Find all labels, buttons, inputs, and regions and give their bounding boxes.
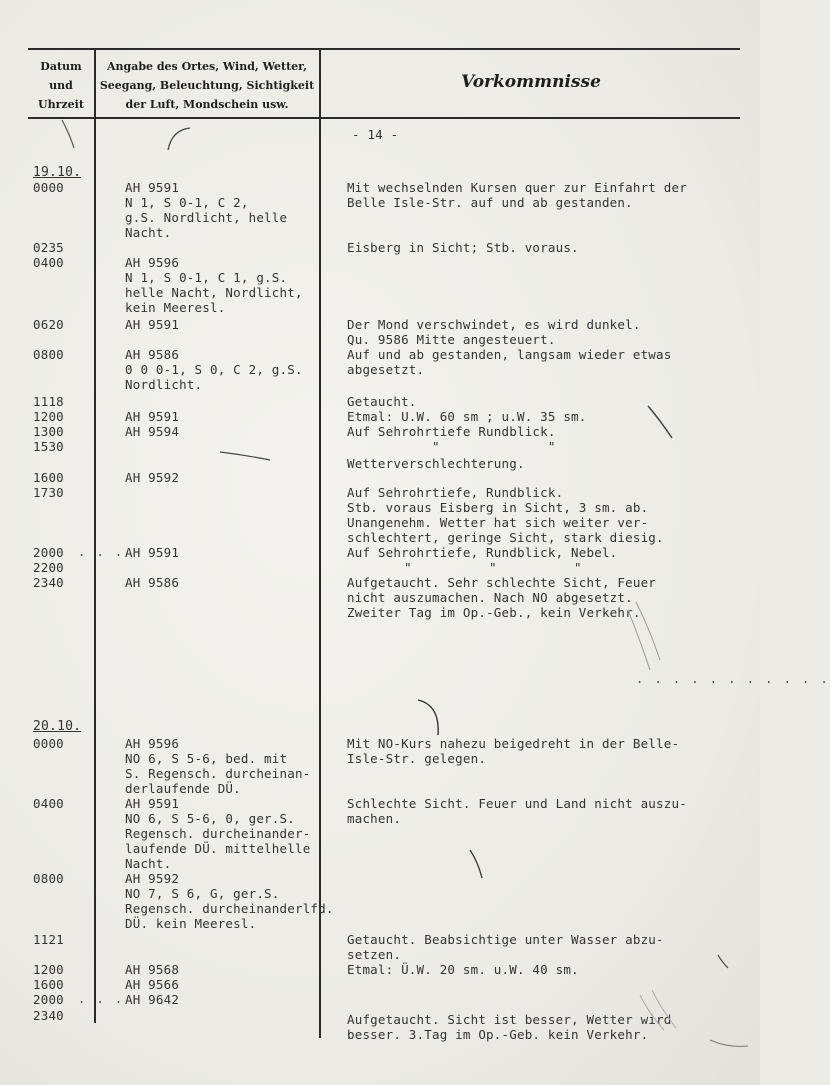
entry-time: 2340	[33, 575, 64, 590]
entry-event: Stb. voraus Eisberg in Sicht, 3 sm. ab.	[347, 500, 649, 515]
entry-time: 2200	[33, 560, 64, 575]
entry-position: 0 0 0-1, S 0, C 2, g.S.	[125, 362, 303, 377]
day-date: 19.10.	[33, 165, 82, 180]
entry-time: 0235	[33, 240, 64, 255]
entry-time: 0000	[33, 180, 64, 195]
entry-event: Eisberg in Sicht; Stb. voraus.	[347, 240, 579, 255]
entry-event: Auf Sehrohrtiefe, Rundblick.	[347, 485, 564, 500]
entry-position: g.S. Nordlicht, helle	[125, 210, 288, 225]
entry-position: NO 6, S 5-6, 0, ger.S.	[125, 811, 295, 826]
entry-position: AH 9642	[125, 992, 180, 1007]
entry-time: 0400	[33, 796, 64, 811]
entry-event: Auf Sehrohrtiefe Rundblick.	[347, 424, 556, 439]
entry-position: Nacht.	[125, 856, 172, 871]
entry-time: 1121	[33, 932, 64, 947]
leader-dots: . . .	[78, 545, 125, 559]
entry-position: AH 9591	[125, 545, 180, 560]
header-vorkommnisse: Vorkommnisse	[461, 72, 601, 92]
ditto-marks: " " "	[404, 560, 582, 575]
entry-time: 1118	[33, 394, 64, 409]
entry-event: Etmal: Ü.W. 20 sm. u.W. 40 sm.	[347, 962, 579, 977]
entry-position: DÜ. kein Meeresl.	[125, 916, 257, 931]
entry-event: Der Mond verschwindet, es wird dunkel.	[347, 317, 641, 332]
entry-event: Aufgetaucht. Sehr schlechte Sicht, Feuer	[347, 575, 657, 590]
entry-time: 0000	[33, 736, 64, 751]
entry-time: 1530	[33, 439, 64, 454]
entry-position: AH 9566	[125, 977, 180, 992]
entry-position: AH 9591	[125, 180, 180, 195]
entry-position: NO 6, S 5-6, bed. mit	[125, 751, 288, 766]
entry-time: 1200	[33, 409, 64, 424]
entry-time: 1300	[33, 424, 64, 439]
entry-time: 1600	[33, 977, 64, 992]
entry-position: N 1, S 0-1, C 1, g.S.	[125, 270, 288, 285]
entry-event: Auf und ab gestanden, langsam wieder etwas	[347, 347, 672, 362]
entry-position: AH 9592	[125, 871, 180, 886]
entry-event: Schlechte Sicht. Feuer und Land nicht auszu-	[347, 796, 687, 811]
entry-position: AH 9596	[125, 736, 180, 751]
entry-time: 2340	[33, 1008, 64, 1023]
entry-position: AH 9591	[125, 409, 180, 424]
entry-position: Nordlicht.	[125, 377, 203, 392]
entry-event: Auf Sehrohrtiefe, Rundblick, Nebel.	[347, 545, 618, 560]
entry-event: Wetterverschlechterung.	[347, 456, 525, 471]
entry-position: AH 9591	[125, 317, 180, 332]
entry-position: NO 7, S 6, G, ger.S.	[125, 886, 280, 901]
entry-time: 1730	[33, 485, 64, 500]
entry-time: 1600	[33, 470, 64, 485]
entry-event: abgesetzt.	[347, 362, 425, 377]
entry-position: AH 9586	[125, 347, 180, 362]
entry-time: 0800	[33, 871, 64, 886]
entry-event: Qu. 9586 Mitte angesteuert.	[347, 332, 556, 347]
ditto-marks: " "	[432, 439, 556, 454]
entry-position: Regensch. durcheinander-	[125, 826, 311, 841]
entry-event: Unangenehm. Wetter hat sich weiter ver-	[347, 515, 649, 530]
entry-position: AH 9586	[125, 575, 180, 590]
entry-position: helle Nacht, Nordlicht,	[125, 285, 303, 300]
entry-event: besser. 3.Tag im Op.-Geb. kein Verkehr.	[347, 1027, 649, 1042]
entry-position: AH 9594	[125, 424, 180, 439]
page-number: - 14 -	[352, 127, 399, 142]
day-date: 20.10.	[33, 719, 82, 734]
entry-event: Etmal: U.W. 60 sm ; u.W. 35 sm.	[347, 409, 587, 424]
header-angabe: Angabe des Ortes, Wind, Wetter, Seegang, Beleuchtung, Sichtigkeit der Luft, Mondschein usw.	[99, 60, 315, 111]
entry-event: machen.	[347, 811, 402, 826]
entry-position: laufende DÜ. mittelhelle	[125, 841, 311, 856]
entry-time: 2000	[33, 992, 64, 1007]
entry-position: AH 9591	[125, 796, 180, 811]
entry-position: AH 9592	[125, 470, 180, 485]
header-datum: Datum und Uhrzeit	[38, 60, 84, 111]
entry-time: 1200	[33, 962, 64, 977]
entry-event: nicht auszumachen. Nach NO abgesetzt.	[347, 590, 633, 605]
entry-position: N 1, S 0-1, C 2,	[125, 195, 249, 210]
entry-position: S. Regensch. durcheinan-	[125, 766, 311, 781]
entry-time: 2000	[33, 545, 64, 560]
entry-event: Zweiter Tag im Op.-Geb., kein Verkehr.	[347, 605, 641, 620]
entry-event: Aufgetaucht. Sicht ist besser, Wetter wird	[347, 1012, 672, 1027]
entry-event: Mit wechselnden Kursen quer zur Einfahrt der	[347, 180, 687, 195]
entry-event: schlechtert, geringe Sicht, stark diesig.	[347, 530, 664, 545]
entry-time: 0620	[33, 317, 64, 332]
section-end-dots: . . . . . . . . . . .	[636, 672, 830, 686]
entry-position: Regensch. durcheinanderlfd.	[125, 901, 334, 916]
entry-event: Getaucht.	[347, 394, 417, 409]
entry-event: Isle-Str. gelegen.	[347, 751, 487, 766]
entry-position: AH 9596	[125, 255, 180, 270]
entry-position: kein Meeresl.	[125, 300, 226, 315]
entry-position: Nacht.	[125, 225, 172, 240]
entry-event: setzen.	[347, 947, 402, 962]
entry-position: AH 9568	[125, 962, 180, 977]
entry-time: 0800	[33, 347, 64, 362]
leader-dots: . . .	[78, 992, 125, 1006]
entry-time: 0400	[33, 255, 64, 270]
entry-position: derlaufende DÜ.	[125, 781, 241, 796]
entry-event: Belle Isle-Str. auf und ab gestanden.	[347, 195, 633, 210]
entry-event: Mit NO-Kurs nahezu beigedreht in der Belle-	[347, 736, 680, 751]
entry-event: Getaucht. Beabsichtige unter Wasser abzu-	[347, 932, 664, 947]
